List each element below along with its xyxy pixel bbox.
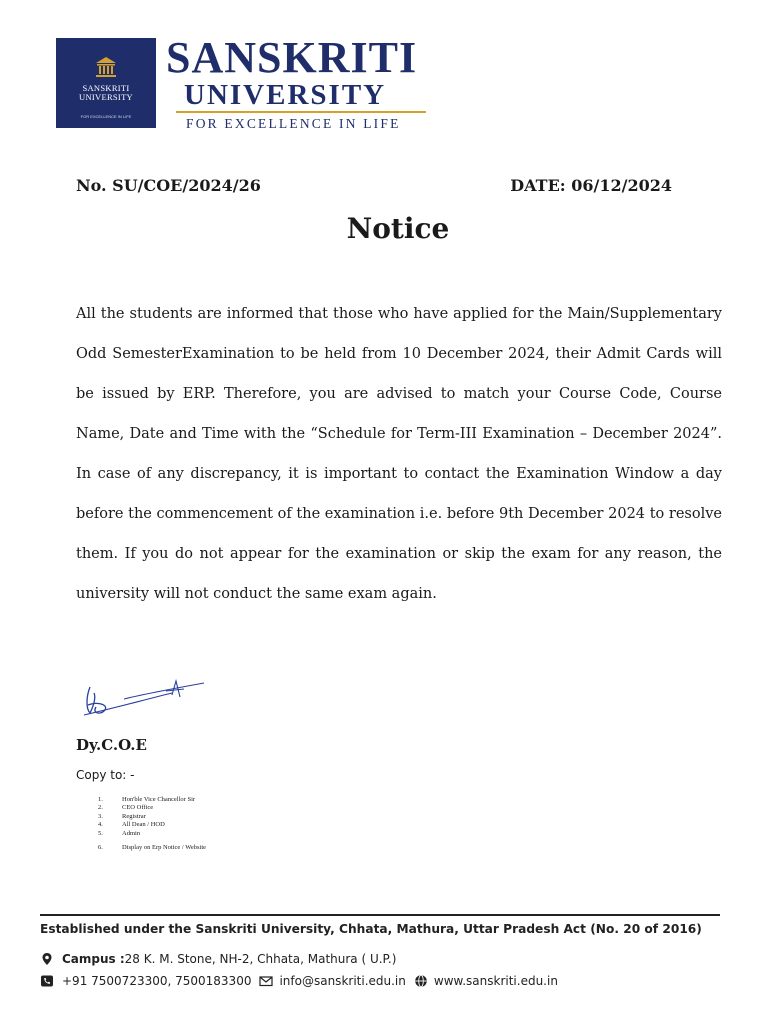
copy-to-list — [98, 796, 206, 852]
logo-box-tagline: FOR EXCELLENCE IN LIFE — [80, 114, 132, 119]
notice-body: All the students are informed that those who have applied for the Main/Supplementary Odd SemesterExamination to be held from 10 December 2024, their Admit Cards will be issued by ERP. Therefore, you are advised to match your Course Code, Course Name, Date and Time with the “Schedule for Term-III Examination – December 2024”. In case of any discrepancy, it is important to contact the Examination Window a day before the commencement of the examination i.e. before 9th December 2024 to resolve them. If you do not appear for the examination or skip the exam for any reason, the university will not conduct the same exam again. — [76, 306, 722, 602]
footer-established: Established under the Sanskriti University, Chhata, Mathura, Uttar Pradesh Act (No. 20 of 2016) — [40, 922, 702, 936]
building-emblem-icon — [94, 56, 118, 78]
footer-campus — [40, 952, 396, 966]
copy-to-label: Copy to: - — [76, 768, 135, 782]
footer-divider — [40, 914, 720, 916]
handwritten-signature — [80, 675, 210, 720]
website-link[interactable]: www.sanskriti.edu.in — [433, 974, 558, 988]
email-icon — [259, 974, 273, 988]
list-item: 1. Hon'ble Vice Chancellor Sir — [98, 796, 196, 803]
list-item: 3. Registrar — [98, 812, 146, 820]
campus-label: Campus : — [62, 952, 125, 966]
logo-emblem-box — [56, 38, 156, 128]
list-item: 4. All Dean / HOD — [98, 821, 165, 829]
list-item: 5. Admin — [98, 829, 141, 837]
university-name-line2: UNIVERSITY — [184, 79, 387, 111]
list-item: 2. CEO Office — [98, 804, 154, 812]
location-pin-icon — [40, 952, 54, 966]
university-name: SANSKRITI — [166, 33, 418, 82]
logo-divider — [176, 111, 426, 113]
globe-icon — [414, 974, 428, 988]
notice-date: DATE: 06/12/2024 — [510, 176, 672, 195]
campus-address: 28 K. M. Stone, NH-2, Chhata, Mathura ( U.P.) — [124, 952, 397, 966]
footer-contact — [40, 974, 558, 988]
email-link[interactable]: info@sanskriti.edu.in — [279, 974, 406, 988]
logo-box-name: SANSKRITI UNIVERSITY — [79, 83, 133, 102]
letterhead-logo — [56, 33, 436, 134]
phone-numbers: +91 7500723300, 7500183300 — [62, 974, 252, 988]
notice-title: Notice — [346, 212, 450, 245]
phone-icon — [40, 974, 54, 988]
signatory-designation: Dy.C.O.E — [76, 736, 147, 754]
university-tagline: FOR EXCELLENCE IN LIFE — [186, 116, 401, 131]
list-item: 6. Display on Erp Notice / Website — [98, 844, 207, 852]
reference-number: No. SU/COE/2024/26 — [76, 176, 261, 195]
